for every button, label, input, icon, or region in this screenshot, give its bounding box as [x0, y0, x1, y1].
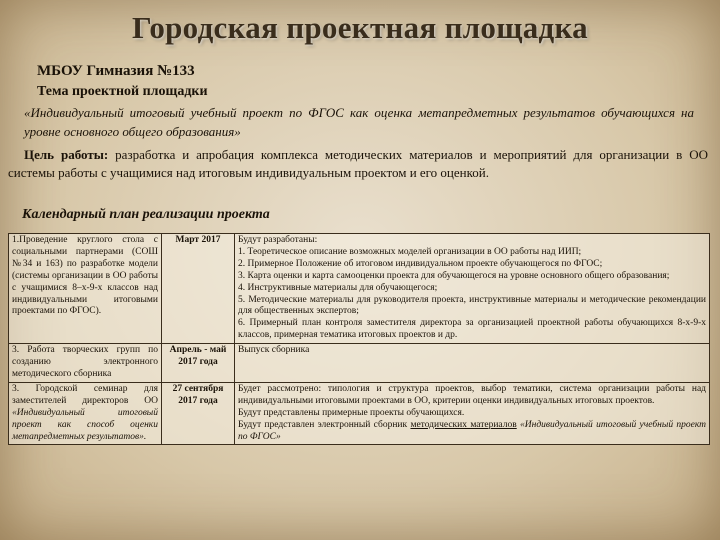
- goal-label: Цель работы:: [24, 147, 109, 162]
- school-name: МБОУ Гимназия №133: [37, 63, 195, 79]
- table-row: [9, 382, 710, 445]
- date-cell: 27 сентября 2017 года: [162, 382, 235, 445]
- goal-paragraph: [8, 146, 708, 182]
- event-italic-text: «Индивидуальный итоговый проект как способ оценки метапредметных результатов».: [12, 407, 158, 442]
- result-item: Будут представлены примерные проекты обучающихся.: [238, 407, 465, 418]
- materials-link[interactable]: методических материалов: [410, 419, 517, 430]
- project-theme: «Индивидуальный итоговый учебный проект по ФГОС как оценка метапредметных результатов обучающихся на уровне основного общего образования»: [24, 105, 694, 139]
- result-item: 2. Примерное Положение об итоговом индивидуальном проекте обучающегося по ФГОС;: [238, 258, 603, 269]
- result-item: 1. Теоретическое описание возможных моделей организации в ОО работы над ИИП;: [238, 246, 582, 257]
- collection-title: «Индивидуальный итоговый учебный проект по ФГОС»: [238, 419, 707, 442]
- result-item-last: [238, 420, 706, 444]
- result-title: Будут разработаны:: [238, 235, 318, 245]
- result-item: 5. Методические материалы для руководителя проекта, инструктивные материалы и методические рекомендации для общественных экспертов;: [238, 294, 706, 317]
- result-item: Будет рассмотрено: типология и структура проектов, выбор тематики, система организации работы над индивидуальными итоговыми проектами в ОО, критерии оценки индивидуальных итоговых проектов.: [238, 383, 706, 406]
- event-cell: 1.Проведение круглого стола с социальными партнерами (СОШ №34 и 163) по разработке модели (системы организации в ОО работы с учащимися 8–х-9-х классов над индивидуальными итоговыми проектами по ФГОС).: [9, 234, 162, 344]
- table-row: [9, 344, 710, 383]
- result-item: 3. Карта оценки и карта самооценки проекта для обучающегося на уровне основного общего образования;: [238, 270, 670, 281]
- result-last-prefix: Будут представлен электронный сборник: [238, 419, 408, 430]
- date-cell: Апрель - май 2017 года: [162, 344, 235, 383]
- result-item: 4. Инструктивные материалы для обучающегося;: [238, 282, 438, 293]
- event-cell: 3. Работа творческих групп по созданию электронного методического сборника: [9, 344, 162, 383]
- result-item: 6. Примерный план контроля заместителя директора за организацией проектной работы обучающихся 8-х-9-х классов, примерная тематика итоговых проектов и др.: [238, 318, 706, 341]
- date-cell: Март 2017: [162, 234, 235, 344]
- table-row: [9, 234, 710, 344]
- plan-heading: Календарный план реализации проекта: [22, 207, 270, 222]
- event-cell: [9, 382, 162, 445]
- goal-text: разработка и апробация комплекса методических материалов и мероприятий для организации в ОО системы работы с учащимися над итоговым индивидуальным проектом и его оценкой.: [8, 147, 708, 180]
- result-cell: [235, 382, 710, 445]
- result-cell: Выпуск сборника: [235, 344, 710, 383]
- event-main-text: 3. Городской семинар для заместителей директоров ОО: [12, 383, 158, 406]
- plan-table: [8, 233, 710, 445]
- theme-label: Тема проектной площадки: [37, 84, 208, 99]
- result-cell: [235, 234, 710, 344]
- slide-title: Городская проектная площадка: [132, 10, 588, 45]
